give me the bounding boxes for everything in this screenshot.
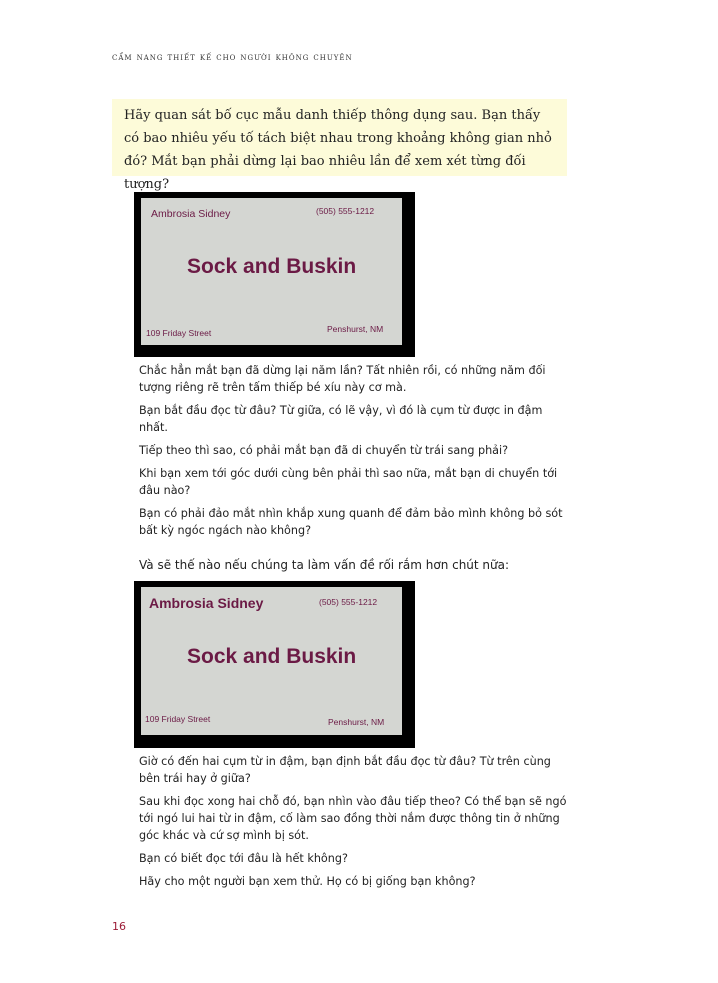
card1-name: Ambrosia Sidney bbox=[151, 208, 231, 220]
para1-line: Bạn bắt đầu đọc từ đâu? Từ giữa, có lẽ vậy, vì đó là cụm từ được in đậm nhất. bbox=[139, 404, 543, 434]
card2-company: Sock and Buskin bbox=[187, 645, 357, 668]
intro2: Và sẽ thế nào nếu chúng ta làm vấn đề rối rắm hơn chút nữa: bbox=[139, 558, 510, 572]
para2-line: Hãy cho một người bạn xem thử. Họ có bị giống bạn không? bbox=[139, 875, 476, 888]
card2-city: Penshurst, NM bbox=[328, 717, 385, 727]
card1-street: 109 Friday Street bbox=[146, 328, 212, 338]
card2-phone: (505) 555-1212 bbox=[319, 597, 378, 607]
para1-line: Bạn có phải đảo mắt nhìn khắp xung quanh để đảm bảo mình không bỏ sót bất kỳ ngóc ngách nào không? bbox=[139, 507, 563, 537]
para2-line: Sau khi đọc xong hai chỗ đó, bạn nhìn vào đâu tiếp theo? Có thể bạn sẽ ngó tới ngó lui hai từ in đậm, cố làm sao đồng thời nắm được thông tin ở những góc khác và cứ sợ mình bị sót. bbox=[139, 795, 567, 842]
business-card-1 bbox=[141, 198, 402, 345]
card2-street: 109 Friday Street bbox=[145, 714, 211, 724]
callout-box: Hãy quan sát bố cục mẫu danh thiếp thông dụng sau. Bạn thấy có bao nhiêu yếu tố tách biệt nhau trong khoảng không gian nhỏ đó? Mắt bạn phải dừng lại bao nhiêu lần để xem xét từng đối tượng? bbox=[112, 99, 567, 176]
card1-phone: (505) 555-1212 bbox=[316, 206, 375, 216]
card2-name: Ambrosia Sidney bbox=[149, 595, 264, 611]
para2-line: Bạn có biết đọc tới đâu là hết không? bbox=[139, 852, 348, 865]
card1-city: Penshurst, NM bbox=[327, 324, 384, 334]
page-number: 16 bbox=[112, 920, 126, 933]
para1-line: Chắc hẳn mắt bạn đã dừng lại năm lần? Tất nhiên rồi, có những năm đối tượng riêng rẽ trên tấm thiếp bé xíu này cơ mà. bbox=[139, 364, 546, 394]
para2-line: Giờ có đến hai cụm từ in đậm, bạn định bắt đầu đọc từ đâu? Từ trên cùng bên trái hay ở giữa? bbox=[139, 755, 551, 785]
para1-line: Tiếp theo thì sao, có phải mắt bạn đã di chuyển từ trái sang phải? bbox=[139, 444, 509, 457]
para1-line: Khi bạn xem tới góc dưới cùng bên phải thì sao nữa, mắt bạn di chuyển tới đâu nào? bbox=[139, 467, 558, 497]
para1-block bbox=[139, 362, 569, 539]
para2-block bbox=[139, 753, 569, 890]
business-card-2 bbox=[141, 587, 402, 735]
running-head: cẩm nang thiết kế cho người không chuyên bbox=[112, 52, 353, 63]
card1-company: Sock and Buskin bbox=[187, 255, 357, 278]
